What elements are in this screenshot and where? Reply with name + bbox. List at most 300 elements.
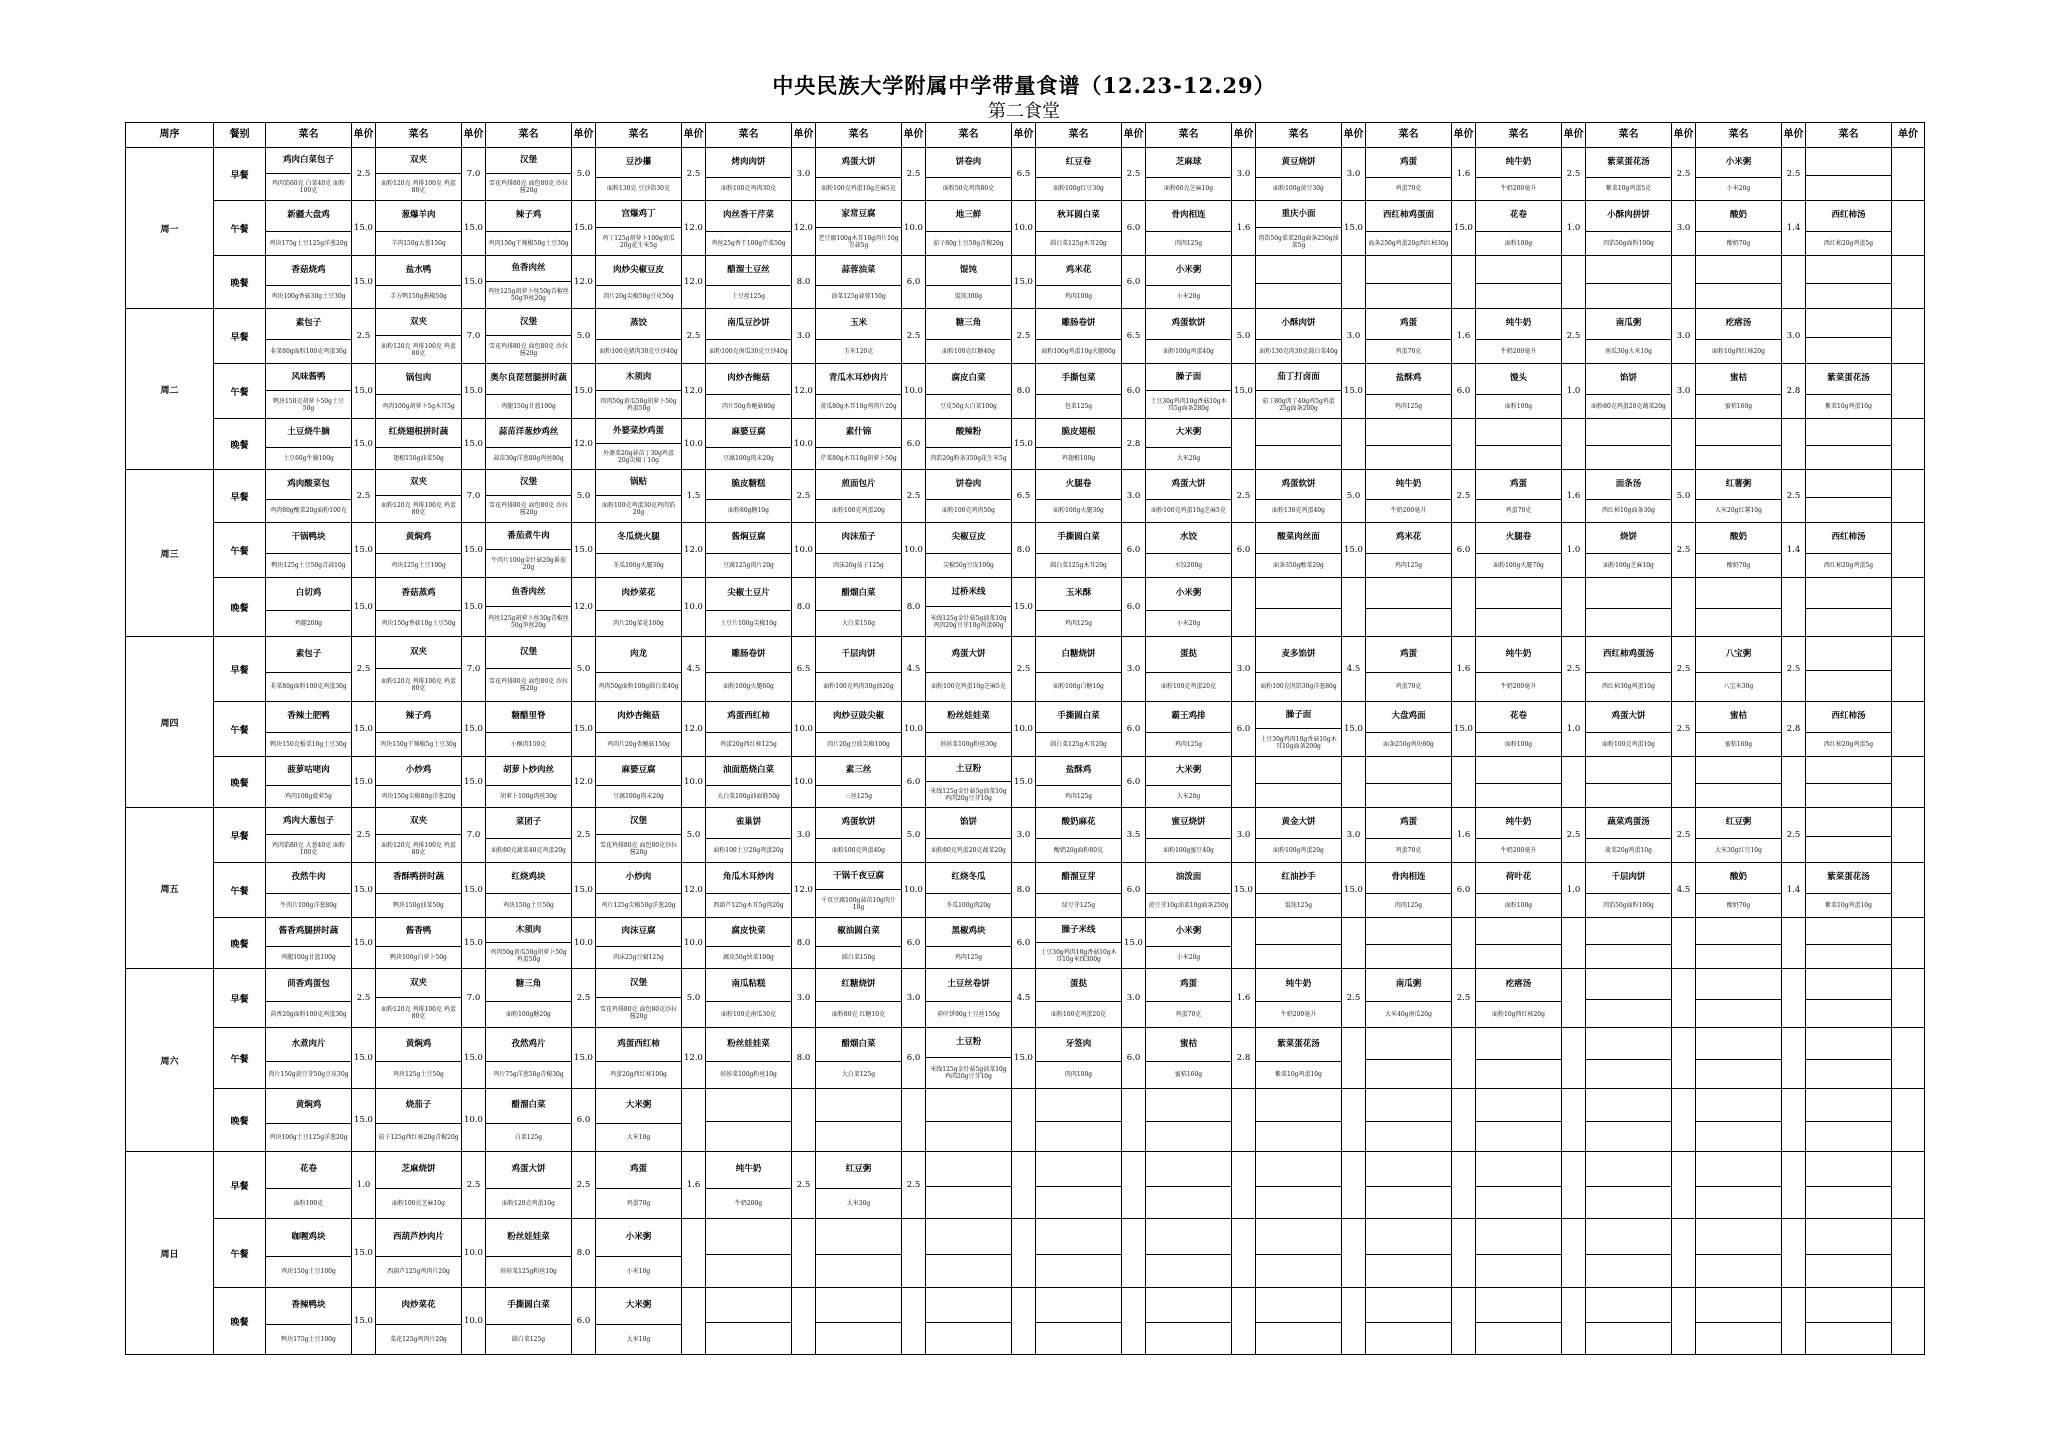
dish-ingredients: 面粉100克鸡肉30克	[720, 185, 777, 193]
dish-ingredients: 面粉100g芝麻10g	[1603, 561, 1654, 569]
dish-price	[792, 1089, 816, 1152]
dish-name: 大米粥	[596, 1288, 681, 1325]
dish-cell	[706, 863, 792, 918]
dish-name: 麻婆豆腐	[596, 757, 681, 786]
dish-ingredients: 娃娃菜100g粉丝30g	[940, 740, 997, 748]
dish-ingredients: 大米30g红豆10g	[1715, 846, 1762, 854]
dish-ingredients	[1256, 446, 1341, 470]
dish-price: 15.0	[352, 1219, 376, 1288]
dish-name: 水饺	[1146, 523, 1231, 554]
dish-price	[1892, 863, 1925, 918]
dish-price	[1232, 419, 1256, 470]
dish-name	[1696, 1152, 1781, 1187]
dish-price: 15.0	[352, 256, 376, 309]
dish-cell	[1586, 419, 1672, 470]
dish-ingredients: 鸡丝125g胡萝卜丝50g青椒丝50g笋丝20g	[488, 288, 569, 302]
dish-ingredients: 面粉120克 鸡排100克 鸡蛋80克	[381, 502, 456, 516]
dish-price: 15.0	[352, 364, 376, 419]
dish-price: 2.5	[352, 969, 376, 1028]
dish-ingredients: 鸡块125g土豆100g	[391, 561, 446, 569]
dish-price: 1.0	[1562, 201, 1586, 256]
weekday-label: 周一	[126, 148, 214, 309]
meal-label: 晚餐	[214, 578, 266, 637]
dish-price: 10.0	[462, 1288, 486, 1355]
dish-name: 大米粥	[1146, 419, 1231, 448]
dish-ingredients: 玉米120克	[843, 347, 874, 355]
meal-label: 早餐	[214, 148, 266, 201]
dish-ingredients: 水饺200g	[1174, 561, 1203, 569]
header-cell: 单价	[902, 123, 926, 148]
dish-cell	[596, 1089, 682, 1152]
dish-name	[1146, 1152, 1231, 1187]
dish-price: 5.0	[572, 309, 596, 364]
dish-name	[1256, 1288, 1341, 1323]
dish-ingredients: 南瓜30g大米10g	[1605, 347, 1652, 355]
dish-name: 盐水鸭	[376, 256, 461, 286]
dish-price: 1.5	[682, 470, 706, 523]
dish-price: 3.0	[1342, 148, 1366, 201]
dish-price	[1452, 1089, 1476, 1152]
dish-ingredients: 白菜125g	[514, 1133, 543, 1141]
dish-price	[1672, 918, 1696, 969]
dish-name: 宫爆鸡丁	[596, 201, 681, 228]
dish-price	[1892, 523, 1925, 578]
dish-price: 10.0	[792, 419, 816, 470]
dish-ingredients: 手方鸭150g酱椒50g	[390, 293, 447, 301]
header-cell: 菜名	[1146, 123, 1232, 148]
dish-cell	[1366, 148, 1452, 201]
header-cell: 单价	[1892, 123, 1925, 148]
dish-price	[1342, 757, 1366, 808]
dish-ingredients: 冬瓜100g肉20g	[946, 901, 991, 909]
dish-price: 15.0	[1012, 419, 1036, 470]
dish-cell	[1256, 364, 1342, 419]
dish-name	[1806, 969, 1891, 1000]
dish-cell	[1586, 1219, 1672, 1288]
dish-price: 15.0	[462, 863, 486, 918]
dish-price	[1122, 1152, 1146, 1219]
dish-price: 1.6	[1452, 309, 1476, 364]
dish-cell	[266, 523, 352, 578]
dish-name: 尖椒土豆片	[706, 578, 791, 611]
dish-name: 肉炒菜花	[596, 578, 681, 611]
meal-label: 早餐	[214, 969, 266, 1028]
dish-price: 1.6	[1232, 969, 1256, 1028]
dish-cell	[486, 1152, 572, 1219]
dish-ingredients: 面粉100g火腿60g	[723, 683, 774, 691]
dish-name	[1806, 578, 1891, 609]
dish-cell	[1146, 702, 1232, 757]
dish-cell	[486, 1028, 572, 1089]
meal-row	[126, 256, 1925, 309]
dish-name: 小炒鸡	[376, 757, 461, 786]
dish-ingredients: 米线125g金针菇5g油菜10g鸡肉20g豆芽10g鸡蛋60g	[930, 614, 1007, 629]
dish-name: 霸王鸡排	[1146, 702, 1231, 733]
dish-name: 盐酥鸡	[1036, 757, 1121, 786]
dish-price	[1562, 419, 1586, 470]
dish-price: 2.5	[1452, 969, 1476, 1028]
dish-price: 2.5	[1672, 637, 1696, 702]
dish-price	[1672, 256, 1696, 309]
dish-price: 6.0	[1122, 201, 1146, 256]
dish-name: 椒油圆白菜	[816, 918, 901, 947]
dish-ingredients	[1586, 609, 1671, 637]
dish-cell	[596, 1028, 682, 1089]
dish-cell	[1366, 364, 1452, 419]
dish-name: 鸡蛋软饼	[816, 808, 901, 839]
dish-name: 麦多馅饼	[1256, 637, 1341, 673]
dish-name	[1806, 1152, 1891, 1187]
dish-name: 双夹	[376, 148, 461, 174]
header-cell: 单价	[1562, 123, 1586, 148]
weekday-label: 周四	[126, 637, 214, 808]
dish-price	[1892, 256, 1925, 309]
dish-name: 脆皮糖糕	[706, 470, 791, 500]
dish-cell	[926, 1028, 1012, 1089]
dish-cell	[816, 256, 902, 309]
dish-name: 盐酥鸡	[1366, 364, 1451, 395]
dish-ingredients: 鸡肉80g酸菜20g面粉100克	[270, 507, 347, 515]
dish-price: 7.0	[462, 309, 486, 364]
dish-name: 双夹	[376, 637, 461, 669]
dish-ingredients: 黄瓜80g木耳10g鸡肉片20g	[820, 402, 897, 410]
dish-name: 鱼香肉丝	[486, 578, 571, 607]
dish-name	[1146, 1089, 1231, 1122]
dish-name: 木须肉	[486, 918, 571, 943]
dish-ingredients	[706, 1323, 791, 1355]
dish-price: 15.0	[352, 1089, 376, 1152]
dish-name: 醋熘白菜	[816, 578, 901, 611]
dish-ingredients: 绿豆芽125g	[1061, 901, 1096, 909]
dish-cell	[1696, 578, 1782, 637]
dish-price: 10.0	[902, 364, 926, 419]
dish-ingredients: 豆腐125g肉片20g	[723, 561, 774, 569]
dish-cell	[1696, 863, 1782, 918]
dish-name: 千层肉饼	[816, 637, 901, 673]
dish-name: 素包子	[266, 309, 351, 340]
dish-price: 1.4	[1782, 201, 1806, 256]
dish-ingredients: 面粉100克南瓜30克	[720, 1010, 777, 1018]
dish-ingredients: 翅根150g油菜50g	[393, 454, 444, 462]
dish-cell	[1806, 969, 1892, 1028]
dish-name: 鸡蛋软饼	[1146, 309, 1231, 340]
dish-ingredients: 胡萝卜100g肉丝30g	[500, 792, 557, 800]
dish-name	[1476, 1219, 1561, 1255]
dish-cell	[1476, 1219, 1562, 1288]
dish-name: 小米粥	[1696, 148, 1781, 178]
dish-cell	[1036, 1152, 1122, 1219]
dish-cell	[1256, 578, 1342, 637]
dish-price: 8.0	[792, 918, 816, 969]
dish-cell	[1586, 309, 1672, 364]
dish-name: 红薯粥	[1696, 470, 1781, 500]
dish-name: 千层肉饼	[1586, 863, 1671, 894]
dish-ingredients: 面粉100克鸡蛋10g	[1602, 740, 1655, 748]
dish-price: 6.0	[1452, 523, 1476, 578]
meal-row	[126, 364, 1925, 419]
dish-cell	[1586, 1152, 1672, 1219]
dish-name: 土豆烧牛腩	[266, 419, 351, 448]
header-row	[126, 123, 1925, 148]
dish-price	[1452, 918, 1476, 969]
dish-price: 15.0	[1232, 364, 1256, 419]
dish-price	[1452, 419, 1476, 470]
dish-ingredients: 雪花鸡排80克 面包80克 沙拉酱20g	[488, 342, 569, 357]
dish-cell	[1586, 523, 1672, 578]
dish-cell	[1036, 364, 1122, 419]
dish-name: 小酥肉饼	[1256, 309, 1341, 340]
dish-price: 6.0	[1232, 702, 1256, 757]
dish-ingredients: 馄饨300g	[954, 293, 983, 301]
dish-name: 双夹	[376, 309, 461, 336]
dish-ingredients: 面粉100g火腿30g	[1053, 507, 1104, 515]
dish-cell	[376, 969, 462, 1028]
dish-name: 纯牛奶	[1476, 808, 1561, 839]
dish-cell	[266, 702, 352, 757]
dish-cell	[1036, 1288, 1122, 1355]
dish-price: 15.0	[1452, 702, 1476, 757]
dish-price: 5.0	[572, 148, 596, 201]
dish-cell	[376, 1028, 462, 1089]
dish-price: 12.0	[682, 702, 706, 757]
dish-cell	[1696, 918, 1782, 969]
dish-price: 1.6	[1452, 637, 1476, 702]
dish-cell	[816, 808, 902, 863]
dish-name	[1476, 1152, 1561, 1187]
dish-cell	[596, 470, 682, 523]
dish-cell	[596, 309, 682, 364]
dish-cell	[1476, 1288, 1562, 1355]
dish-name	[706, 1288, 791, 1323]
dish-name: 鸡蛋大饼	[486, 1152, 571, 1189]
dish-cell	[1036, 201, 1122, 256]
dish-ingredients: 紫菜10g鸡蛋10g	[1275, 1071, 1322, 1079]
dish-ingredients: 八宝米30g	[1723, 683, 1754, 691]
header-cell: 单价	[1342, 123, 1366, 148]
dish-cell	[926, 1089, 1012, 1152]
dish-price: 6.0	[1122, 1028, 1146, 1089]
dish-ingredients	[1806, 1122, 1891, 1152]
dish-cell	[1696, 637, 1782, 702]
dish-ingredients: 面粉130克 豆沙馅30克	[607, 185, 670, 193]
dish-cell	[1696, 1219, 1782, 1288]
dish-name: 醋熘白菜	[816, 1028, 901, 1062]
dish-name: 鸡蛋	[1366, 148, 1451, 178]
dish-price: 6.0	[1122, 256, 1146, 309]
dish-cell	[1696, 1152, 1782, 1219]
dish-cell	[1146, 364, 1232, 419]
dish-ingredients: 面粉100克鸡蛋40g	[832, 846, 885, 854]
dish-cell	[486, 523, 572, 578]
header-cell: 单价	[1012, 123, 1036, 148]
dish-cell	[1256, 918, 1342, 969]
dish-cell	[706, 969, 792, 1028]
dish-cell	[596, 757, 682, 808]
dish-price: 10.0	[462, 1089, 486, 1152]
dish-ingredients	[1476, 1255, 1561, 1288]
dish-cell	[596, 256, 682, 309]
dish-price: 2.5	[1782, 470, 1806, 523]
dish-name: 烤肉肉饼	[706, 148, 791, 178]
dish-cell	[1146, 523, 1232, 578]
dish-cell	[266, 470, 352, 523]
dish-ingredients: 面粉80克鸡蛋20克蔬菜20g	[1591, 402, 1666, 410]
dish-name: 小米粥	[596, 1219, 681, 1257]
dish-cell	[376, 1219, 462, 1288]
dish-price: 3.0	[1232, 637, 1256, 702]
dish-cell	[1806, 702, 1892, 757]
dish-cell	[486, 470, 572, 523]
dish-cell	[1806, 1152, 1892, 1219]
dish-cell	[1696, 148, 1782, 201]
dish-price: 6.0	[1122, 364, 1146, 419]
dish-name	[1146, 1288, 1231, 1323]
meal-row	[126, 702, 1925, 757]
dish-ingredients	[1256, 1122, 1341, 1152]
dish-price	[1892, 1028, 1925, 1089]
dish-ingredients: 紫菜10g鸡蛋10g	[1825, 402, 1872, 410]
dish-ingredients: 面粉100克鸡蛋20克	[1160, 683, 1217, 691]
dish-ingredients	[1586, 446, 1671, 470]
dish-cell	[1366, 470, 1452, 523]
dish-ingredients: 肉肉100g	[1064, 1071, 1093, 1079]
dish-price	[1672, 1152, 1696, 1219]
dish-ingredients	[1366, 784, 1451, 808]
dish-price: 1.6	[1452, 808, 1476, 863]
dish-cell	[1256, 969, 1342, 1028]
dish-cell	[266, 256, 352, 309]
meal-label: 早餐	[214, 1152, 266, 1219]
dish-name	[1476, 1288, 1561, 1323]
dish-cell	[1806, 256, 1892, 309]
dish-name: 土豆粉	[926, 757, 1011, 782]
dish-price: 1.6	[1452, 148, 1476, 201]
dish-name: 鸡蛋	[1366, 637, 1451, 673]
dish-ingredients: 西红柿30g鸡蛋10g	[1602, 683, 1655, 691]
dish-name	[1806, 1089, 1891, 1122]
dish-name	[1806, 808, 1891, 837]
dish-name: 紫菜蛋花汤	[1586, 148, 1671, 178]
dish-price	[1452, 1219, 1476, 1288]
dish-cell	[266, 201, 352, 256]
dish-price: 2.5	[792, 470, 816, 523]
dish-cell	[1696, 470, 1782, 523]
dish-price: 8.0	[902, 578, 926, 637]
dish-cell	[1036, 470, 1122, 523]
dish-name	[1806, 757, 1891, 784]
dish-price: 15.0	[572, 201, 596, 256]
dish-price: 2.5	[572, 808, 596, 863]
dish-ingredients	[1806, 446, 1891, 470]
dish-name: 手撕包菜	[1036, 364, 1121, 395]
meal-label: 午餐	[214, 1028, 266, 1089]
dish-ingredients: 西红柿20g鸡蛋5g	[1823, 239, 1874, 247]
dish-cell	[926, 918, 1012, 969]
dish-name	[1366, 256, 1451, 284]
dish-ingredients	[1586, 1060, 1671, 1089]
dish-cell	[706, 1288, 792, 1355]
dish-price: 5.0	[902, 808, 926, 863]
dish-price: 1.4	[1782, 863, 1806, 918]
dish-ingredients: 鸡块175g土豆125g洋葱20g	[269, 239, 348, 247]
dish-price: 12.0	[682, 1028, 706, 1089]
dish-name: 双夹	[376, 470, 461, 496]
dish-ingredients	[1476, 284, 1561, 309]
dish-price	[1562, 256, 1586, 309]
dish-price: 3.0	[1122, 637, 1146, 702]
dish-price: 15.0	[1452, 201, 1476, 256]
dish-price	[1672, 757, 1696, 808]
dish-cell	[1366, 969, 1452, 1028]
dish-ingredients: 牛奶200毫升	[1500, 185, 1537, 193]
dish-cell	[1146, 757, 1232, 808]
meal-row	[126, 578, 1925, 637]
dish-cell	[926, 969, 1012, 1028]
dish-name	[1036, 1219, 1121, 1255]
dish-name: 秋耳圆白菜	[1036, 201, 1121, 232]
dish-name: 奥尔良琵琶腿拼时蔬	[486, 364, 571, 395]
dish-price: 15.0	[352, 1288, 376, 1355]
dish-name	[1256, 757, 1341, 784]
dish-cell	[1806, 757, 1892, 808]
dish-ingredients: 面条250g鸡块80g	[1383, 740, 1434, 748]
dish-price	[1562, 757, 1586, 808]
dish-ingredients: 鸡肉100g胡萝卜5g木耳5g	[382, 402, 455, 410]
dish-name: 新疆大盘鸡	[266, 201, 351, 232]
dish-cell	[1586, 201, 1672, 256]
dish-name: 雕肠卷饼	[1036, 309, 1121, 340]
dish-cell	[1476, 256, 1562, 309]
dish-ingredients: 鸡片75g洋葱50g青椒30g	[493, 1071, 564, 1079]
dish-ingredients	[1366, 945, 1451, 969]
weekday-label: 周五	[126, 808, 214, 969]
dish-cell	[376, 863, 462, 918]
dish-name	[1586, 256, 1671, 284]
dish-name: 纯牛奶	[1476, 309, 1561, 340]
dish-cell	[1586, 256, 1672, 309]
dish-name: 臊子面	[1146, 364, 1231, 391]
dish-ingredients: 鸡块150g香菇10g土豆50g	[381, 619, 456, 627]
dish-ingredients: 面条250g鸡蛋20g西红柿30g	[1368, 239, 1449, 247]
dish-name: 茄丁打卤面	[1256, 364, 1341, 391]
dish-name	[1366, 578, 1451, 609]
dish-cell	[706, 148, 792, 201]
dish-ingredients: 老豆腐100g木耳10g肉片10g青蒜5g	[818, 234, 899, 249]
dish-cell	[266, 578, 352, 637]
dish-price: 12.0	[682, 201, 706, 256]
dish-price: 10.0	[682, 757, 706, 808]
page-title: 中央民族大学附属中学带量食谱（12.23-12.29）	[772, 73, 1276, 98]
dish-cell	[596, 364, 682, 419]
dish-price: 2.8	[1782, 702, 1806, 757]
dish-name: 家常豆腐	[816, 201, 901, 228]
dish-name: 纯牛奶	[706, 1152, 791, 1189]
weekday-label: 周六	[126, 969, 214, 1152]
dish-name	[1146, 1219, 1231, 1255]
dish-price	[1782, 969, 1806, 1028]
dish-ingredients	[1586, 1187, 1671, 1219]
dish-ingredients: 牛肉片100g洋葱80g	[280, 901, 337, 909]
dish-name: 肉沫豆腐	[596, 918, 681, 947]
meal-row	[126, 637, 1925, 702]
dish-cell	[1586, 364, 1672, 419]
dish-name	[1366, 1028, 1451, 1060]
header-cell: 单价	[682, 123, 706, 148]
dish-ingredients	[1146, 1122, 1231, 1152]
dish-price: 4.5	[1012, 969, 1036, 1028]
header-cell: 菜名	[816, 123, 902, 148]
dish-ingredients: 大米10g	[626, 1335, 651, 1343]
